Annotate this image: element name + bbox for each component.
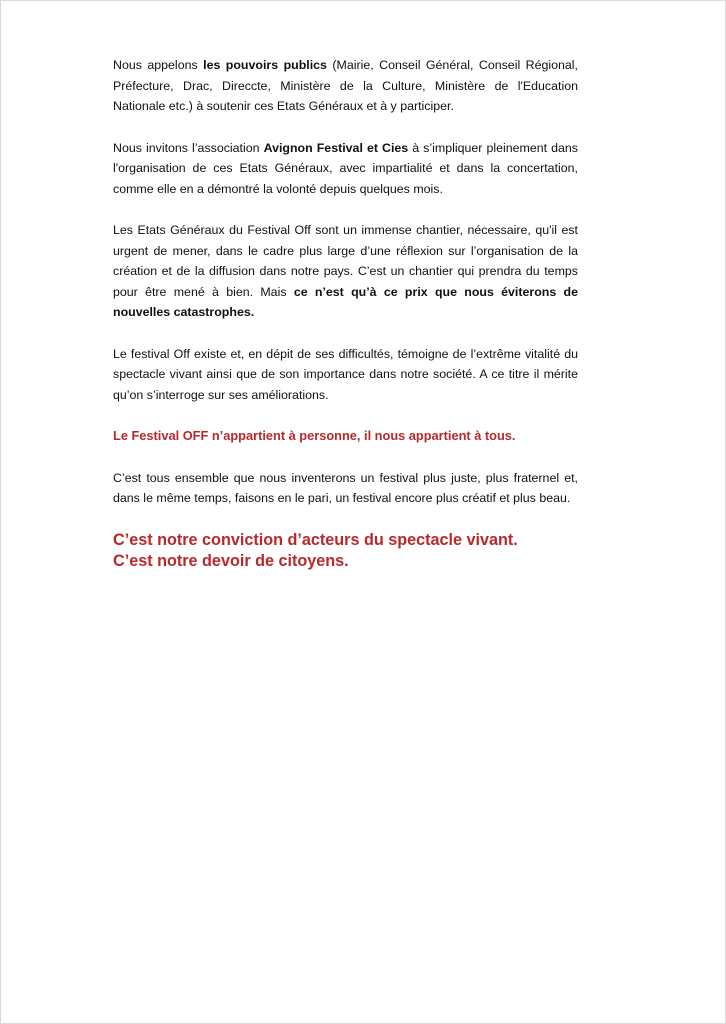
closing-line: C’est notre conviction d’acteurs du spectacle vivant. bbox=[113, 530, 518, 549]
paragraph-ensemble: C’est tous ensemble que nous inventerons un festival plus juste, plus fraternel et, dans le même temps, faisons en le pari, un festival encore plus créatif et plus beau. bbox=[113, 470, 578, 505]
document-body bbox=[113, 55, 578, 572]
highlight-statement: Le Festival OFF n’appartient à personne, il nous appartient à tous. bbox=[113, 428, 516, 443]
bold-phrase: les pouvoirs publics bbox=[203, 58, 327, 72]
paragraph-festival-off: Le festival Off existe et, en dépit de ses difficultés, témoigne de l’extrême vitalité du spectacle vivant ainsi que de son importance dans notre société. A ce titre il mérite qu’on s’interroge sur ses améliorations. bbox=[113, 346, 578, 402]
closing-statement bbox=[113, 530, 578, 572]
bold-phrase: ce n’est qu’à ce prix que nous éviterons de nouvelles catastrophes. bbox=[113, 284, 578, 319]
paragraph-association bbox=[113, 138, 578, 200]
paragraph-text: (Mairie, Conseil Général, Conseil Régional, Préfecture, Drac, Direccte, Ministère de la Culture, Ministère de l'Education Nationale etc.) à soutenir ces Etats Généraux et à y participer. bbox=[113, 58, 578, 113]
bold-phrase: Avignon Festival et Cies bbox=[263, 140, 409, 155]
paragraph-pouvoirs-publics bbox=[113, 55, 578, 117]
paragraph-text: Nous appelons bbox=[113, 58, 204, 72]
paragraph-text: Nous invitons l’association bbox=[113, 140, 264, 155]
paragraph-text: à s’impliquer pleinement dans l'organisation de ces Etats Généraux, avec impartialité et dans la concertation, comme elle en a démontré la volonté depuis quelques mois. bbox=[113, 140, 578, 196]
paragraph-text: Les Etats Généraux du Festival Off sont un immense chantier, nécessaire, qu'il est urgent de mener, dans le cadre plus large d’une réflexion sur l’organisation de la création et de la diffusion dans notre pays. C’est un chantier qui prendra du temps pour être mené à bien. Mais bbox=[113, 223, 578, 299]
closing-line: C’est notre devoir de citoyens. bbox=[113, 551, 349, 570]
paragraph-etats-generaux bbox=[113, 220, 578, 323]
